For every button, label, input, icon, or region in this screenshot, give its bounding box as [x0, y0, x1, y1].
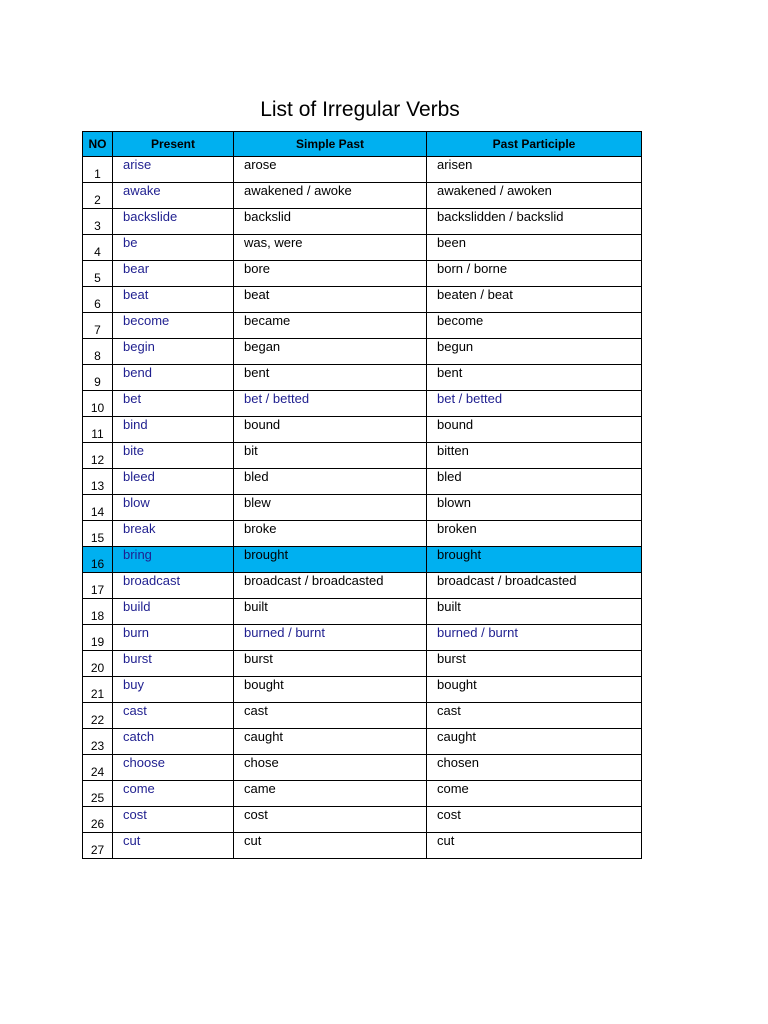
table-row [83, 183, 642, 209]
simple-past-form: bound [234, 417, 427, 443]
simple-past-form: awakened / awoke [234, 183, 427, 209]
table-row [83, 729, 642, 755]
simple-past-form: cut [234, 833, 427, 859]
past-participle-form: awakened / awoken [427, 183, 642, 209]
table-row [83, 157, 642, 183]
table-row [83, 547, 642, 573]
table-header-row [83, 132, 642, 157]
simple-past-form: beat [234, 287, 427, 313]
present-form: begin [113, 339, 234, 365]
simple-past-form: broadcast / broadcasted [234, 573, 427, 599]
present-form: arise [113, 157, 234, 183]
simple-past-form: became [234, 313, 427, 339]
header-present: Present [113, 132, 234, 157]
table-body [83, 157, 642, 859]
simple-past-form: bled [234, 469, 427, 495]
row-number: 22 [83, 703, 113, 729]
row-number: 10 [83, 391, 113, 417]
row-number: 21 [83, 677, 113, 703]
row-number: 4 [83, 235, 113, 261]
past-participle-form: cast [427, 703, 642, 729]
past-participle-form: broken [427, 521, 642, 547]
past-participle-form: begun [427, 339, 642, 365]
present-form: bet [113, 391, 234, 417]
row-number: 6 [83, 287, 113, 313]
simple-past-form: began [234, 339, 427, 365]
row-number: 7 [83, 313, 113, 339]
past-participle-form: brought [427, 547, 642, 573]
past-participle-form: bitten [427, 443, 642, 469]
row-number: 18 [83, 599, 113, 625]
header-no: NO [83, 132, 113, 157]
present-form: beat [113, 287, 234, 313]
present-form: bend [113, 365, 234, 391]
simple-past-form: came [234, 781, 427, 807]
present-form: be [113, 235, 234, 261]
present-form: broadcast [113, 573, 234, 599]
past-participle-form: built [427, 599, 642, 625]
table-row [83, 521, 642, 547]
table-row [83, 599, 642, 625]
present-form: build [113, 599, 234, 625]
past-participle-form: bet / betted [427, 391, 642, 417]
past-participle-form: caught [427, 729, 642, 755]
past-participle-form: cost [427, 807, 642, 833]
table-row [83, 287, 642, 313]
past-participle-form: bled [427, 469, 642, 495]
present-form: catch [113, 729, 234, 755]
table-row [83, 261, 642, 287]
past-participle-form: bought [427, 677, 642, 703]
present-form: cut [113, 833, 234, 859]
simple-past-form: bent [234, 365, 427, 391]
simple-past-form: bet / betted [234, 391, 427, 417]
simple-past-form: built [234, 599, 427, 625]
simple-past-form: brought [234, 547, 427, 573]
row-number: 16 [83, 547, 113, 573]
present-form: come [113, 781, 234, 807]
table-row [83, 651, 642, 677]
row-number: 15 [83, 521, 113, 547]
row-number: 1 [83, 157, 113, 183]
present-form: bind [113, 417, 234, 443]
table-row [83, 339, 642, 365]
simple-past-form: burned / burnt [234, 625, 427, 651]
past-participle-form: cut [427, 833, 642, 859]
row-number: 8 [83, 339, 113, 365]
row-number: 26 [83, 807, 113, 833]
present-form: cast [113, 703, 234, 729]
past-participle-form: chosen [427, 755, 642, 781]
present-form: awake [113, 183, 234, 209]
table-row [83, 417, 642, 443]
simple-past-form: broke [234, 521, 427, 547]
table-row [83, 703, 642, 729]
present-form: burn [113, 625, 234, 651]
row-number: 12 [83, 443, 113, 469]
past-participle-form: broadcast / broadcasted [427, 573, 642, 599]
present-form: break [113, 521, 234, 547]
table-row [83, 625, 642, 651]
irregular-verbs-table [82, 131, 642, 859]
row-number: 17 [83, 573, 113, 599]
row-number: 14 [83, 495, 113, 521]
table-row [83, 235, 642, 261]
table-row [83, 573, 642, 599]
document-title: List of Irregular Verbs [260, 98, 460, 121]
row-number: 3 [83, 209, 113, 235]
simple-past-form: bore [234, 261, 427, 287]
row-number: 25 [83, 781, 113, 807]
simple-past-form: cost [234, 807, 427, 833]
past-participle-form: been [427, 235, 642, 261]
header-simple-past: Simple Past [234, 132, 427, 157]
table-row [83, 391, 642, 417]
table-row [83, 313, 642, 339]
present-form: choose [113, 755, 234, 781]
table-row [83, 755, 642, 781]
simple-past-form: bit [234, 443, 427, 469]
table-row [83, 495, 642, 521]
table-row [83, 677, 642, 703]
row-number: 23 [83, 729, 113, 755]
past-participle-form: backslidden / backslid [427, 209, 642, 235]
table-row [83, 781, 642, 807]
present-form: become [113, 313, 234, 339]
simple-past-form: caught [234, 729, 427, 755]
present-form: cost [113, 807, 234, 833]
row-number: 2 [83, 183, 113, 209]
present-form: bleed [113, 469, 234, 495]
simple-past-form: was, were [234, 235, 427, 261]
past-participle-form: bent [427, 365, 642, 391]
row-number: 11 [83, 417, 113, 443]
present-form: bite [113, 443, 234, 469]
row-number: 13 [83, 469, 113, 495]
table-row [83, 833, 642, 859]
past-participle-form: become [427, 313, 642, 339]
row-number: 24 [83, 755, 113, 781]
table-row [83, 209, 642, 235]
row-number: 19 [83, 625, 113, 651]
simple-past-form: arose [234, 157, 427, 183]
simple-past-form: burst [234, 651, 427, 677]
past-participle-form: arisen [427, 157, 642, 183]
row-number: 27 [83, 833, 113, 859]
row-number: 9 [83, 365, 113, 391]
row-number: 20 [83, 651, 113, 677]
present-form: bear [113, 261, 234, 287]
simple-past-form: bought [234, 677, 427, 703]
past-participle-form: burst [427, 651, 642, 677]
past-participle-form: come [427, 781, 642, 807]
present-form: burst [113, 651, 234, 677]
header-past-participle: Past Participle [427, 132, 642, 157]
past-participle-form: bound [427, 417, 642, 443]
past-participle-form: beaten / beat [427, 287, 642, 313]
simple-past-form: cast [234, 703, 427, 729]
table-row [83, 469, 642, 495]
past-participle-form: blown [427, 495, 642, 521]
table-row [83, 443, 642, 469]
simple-past-form: blew [234, 495, 427, 521]
simple-past-form: chose [234, 755, 427, 781]
present-form: blow [113, 495, 234, 521]
past-participle-form: born / borne [427, 261, 642, 287]
present-form: backslide [113, 209, 234, 235]
table-row [83, 365, 642, 391]
table-row [83, 807, 642, 833]
simple-past-form: backslid [234, 209, 427, 235]
row-number: 5 [83, 261, 113, 287]
past-participle-form: burned / burnt [427, 625, 642, 651]
present-form: bring [113, 547, 234, 573]
present-form: buy [113, 677, 234, 703]
